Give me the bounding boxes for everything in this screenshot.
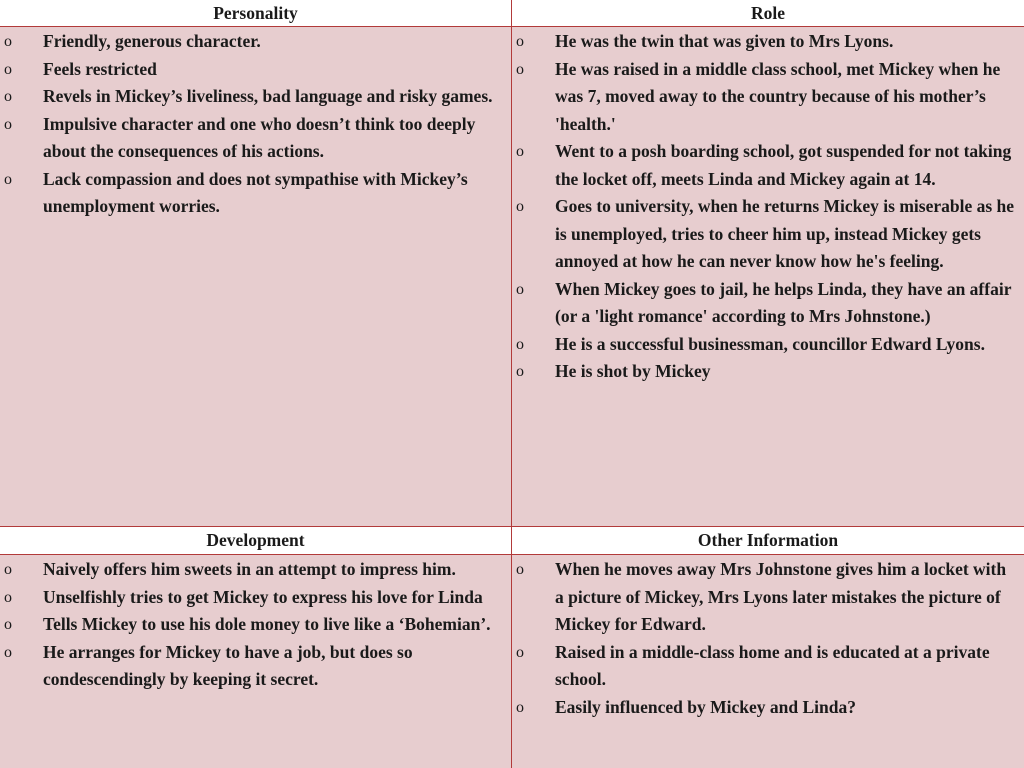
development-item [0,584,511,612]
bullet-icon: o [4,33,12,50]
role-cell [512,27,1024,527]
personality-item [0,28,511,56]
bullet-icon: o [516,33,524,50]
bullet-icon: o [4,616,12,633]
personality-item-text: Impulsive character and one who doesn’t think too deeply about the consequences of his actions. [43,113,476,161]
role-item-text: He is a successful businessman, councillor Edward Lyons. [555,333,985,354]
personality-item [0,56,511,84]
bullet-icon: o [4,170,12,188]
personality-item-text: Friendly, generous character. [43,31,261,51]
role-item-text: He was the twin that was given to Mrs Lyons. [555,31,894,51]
role-item [512,56,1024,139]
bullet-icon: o [516,643,524,661]
personality-heading: Personality [0,0,512,27]
personality-item [0,83,511,111]
bullet-icon: o [4,60,12,78]
development-item-text: He arranges for Mickey to have a job, but does so condescendingly by keeping it secret. [43,641,413,689]
role-item-text: He was raised in a middle class school, met Mickey when he was 7, moved away to the country because of his mother’s 'health.' [555,58,1001,134]
role-item [512,331,1024,359]
other-information-item [512,639,1024,694]
bullet-icon: o [516,143,524,160]
personality-item [0,111,511,166]
other-information-item-text: Easily influenced by Mickey and Linda? [555,696,856,717]
bullet-icon: o [516,60,524,78]
bullet-icon: o [516,198,524,215]
other-information-item [512,556,1024,639]
development-item-text: Unselfishly tries to get Mickey to express his love for Linda [43,586,483,607]
other-information-item [512,694,1024,722]
personality-list [0,28,511,221]
development-heading: Development [0,527,512,555]
development-item-text: Naively offers him sweets in an attempt to impress him. [43,559,456,579]
other-information-heading: Other Information [512,527,1024,555]
personality-cell [0,27,512,527]
bullet-icon: o [516,363,524,380]
personality-item [0,166,511,221]
bullet-icon: o [516,335,524,353]
bullet-icon: o [4,643,12,661]
role-item [512,358,1024,386]
personality-item-text: Feels restricted [43,58,157,79]
role-item [512,138,1024,193]
other-information-item-text: When he moves away Mrs Johnstone gives him a locket with a picture of Mickey, Mrs Lyons later mistakes the picture of Mickey for Edward. [555,559,1007,634]
bullet-icon: o [516,280,524,298]
bullet-icon: o [4,561,12,578]
development-item [0,556,511,584]
role-item-text: He is shot by Mickey [555,361,711,381]
bullet-icon: o [516,561,524,578]
bullet-icon: o [4,588,12,606]
development-item-text: Tells Mickey to use his dole money to live like a ‘Bohemian’. [43,614,491,634]
other-information-cell [512,555,1024,768]
other-information-item-text: Raised in a middle-class home and is educated at a private school. [555,641,990,689]
personality-item-text: Lack compassion and does not sympathise with Mickey’s unemployment worries. [43,168,468,216]
other-information-list [512,556,1024,721]
role-item-text: Goes to university, when he returns Mickey is miserable as he is unemployed, tries to cheer him up, instead Mickey gets annoyed at how he can never know how he's feeling. [555,196,1015,271]
role-item [512,193,1024,276]
development-item [0,639,511,694]
personality-item-text: Revels in Mickey’s liveliness, bad language and risky games. [43,86,493,106]
development-list [0,556,511,694]
bullet-icon: o [4,88,12,105]
role-item [512,276,1024,331]
role-heading: Role [512,0,1024,27]
role-list [512,28,1024,386]
role-item-text: Went to a posh boarding school, got suspended for not taking the locket off, meets Linda and Mickey again at 14. [555,141,1012,189]
bullet-icon: o [4,115,12,133]
bullet-icon: o [516,698,524,716]
development-cell [0,555,512,768]
role-item [512,28,1024,56]
role-item-text: When Mickey goes to jail, he helps Linda, they have an affair (or a 'light romance' according to Mrs Johnstone.) [555,278,1012,326]
development-item [0,611,511,639]
